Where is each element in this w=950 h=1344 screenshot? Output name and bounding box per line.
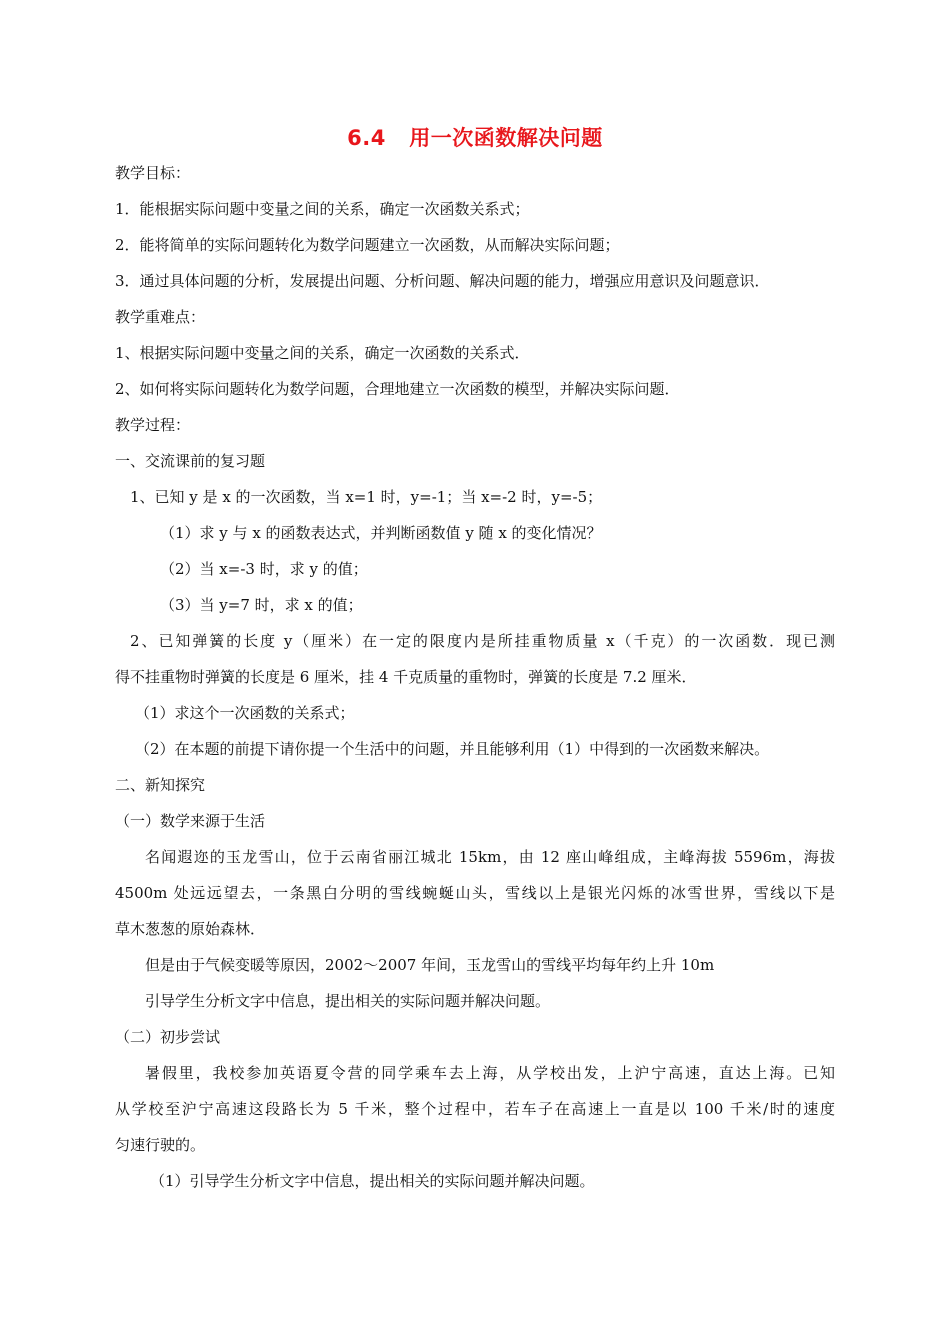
- part-heading: 一、交流课前的复习题: [115, 452, 266, 470]
- key-point-item: 2、如何将实际问题转化为数学问题，合理地建立一次函数的模型，并解决实际问题．: [115, 380, 680, 398]
- paragraph-line: 从学校至沪宁高速这段路长为 5 千米，整个过程中，若车子在高速上一直是以 100 千米/时的速度: [115, 1100, 835, 1118]
- subpart-heading: （二）初步尝试: [115, 1028, 221, 1046]
- exercise-question: 1、已知 y 是 x 的一次函数，当 x=1 时，y=-1；当 x=-2 时，y=-5；: [130, 488, 603, 506]
- exercise-question-continued: 得不挂重物时弹簧的长度是 6 厘米，挂 4 千克质量的重物时，弹簧的长度是 7.2 厘米．: [115, 668, 697, 686]
- paragraph-line: 引导学生分析文字中信息，提出相关的实际问题并解决问题。: [145, 992, 551, 1010]
- page-title: 6.4 用一次函数解决问题: [347, 126, 603, 150]
- paragraph-line: 草木葱葱的原始森林．: [115, 920, 266, 938]
- exercise-subquestion: （1）求这个一次函数的关系式；: [135, 704, 355, 722]
- section-heading-key-points: 教学重难点：: [115, 308, 206, 326]
- objective-item: 3．通过具体问题的分析，发展提出问题、分析问题、解决问题的能力，增强应用意识及问题意识．: [115, 272, 770, 290]
- section-heading-objectives: 教学目标：: [115, 164, 191, 182]
- exercise-question: 2、已知弹簧的长度 y（厘米）在一定的限度内是所挂重物质量 x（千克）的一次函数．现已测: [130, 632, 835, 650]
- exercise-subquestion: （1）引导学生分析文字中信息，提出相关的实际问题并解决问题。: [150, 1172, 595, 1190]
- objective-item: 1．能根据实际问题中变量之间的关系，确定一次函数关系式；: [115, 200, 530, 218]
- exercise-subquestion: （2）当 x=-3 时，求 y 的值；: [160, 560, 368, 578]
- key-point-item: 1、根据实际问题中变量之间的关系，确定一次函数的关系式．: [115, 344, 530, 362]
- objective-item: 2．能将简单的实际问题转化为数学问题建立一次函数，从而解决实际问题；: [115, 236, 620, 254]
- paragraph-line: 暑假里，我校参加英语夏令营的同学乘车去上海，从学校出发，上沪宁高速，直达上海。已知: [145, 1064, 835, 1082]
- subpart-heading: （一）数学来源于生活: [115, 812, 266, 830]
- part-heading: 二、新知探究: [115, 776, 206, 794]
- paragraph-line: 名闻遐迩的玉龙雪山，位于云南省丽江城北 15km，由 12 座山峰组成，主峰海拔 5596m，海拔: [145, 848, 835, 866]
- exercise-subquestion: （1）求 y 与 x 的函数表达式，并判断函数值 y 随 x 的变化情况？: [160, 524, 602, 542]
- section-heading-process: 教学过程：: [115, 416, 191, 434]
- exercise-subquestion: （3）当 y=7 时，求 x 的值；: [160, 596, 363, 614]
- paragraph-line: 匀速行驶的。: [115, 1136, 206, 1154]
- exercise-subquestion: （2）在本题的前提下请你提一个生活中的问题，并且能够利用（1）中得到的一次函数来解决。: [135, 740, 770, 758]
- paragraph-line: 但是由于气候变暖等原因，2002～2007 年间，玉龙雪山的雪线平均每年约上升 10m: [145, 956, 715, 974]
- paragraph-line: 4500m 处远远望去，一条黑白分明的雪线蜿蜒山头，雪线以上是银光闪烁的冰雪世界，雪线以下是: [115, 884, 835, 902]
